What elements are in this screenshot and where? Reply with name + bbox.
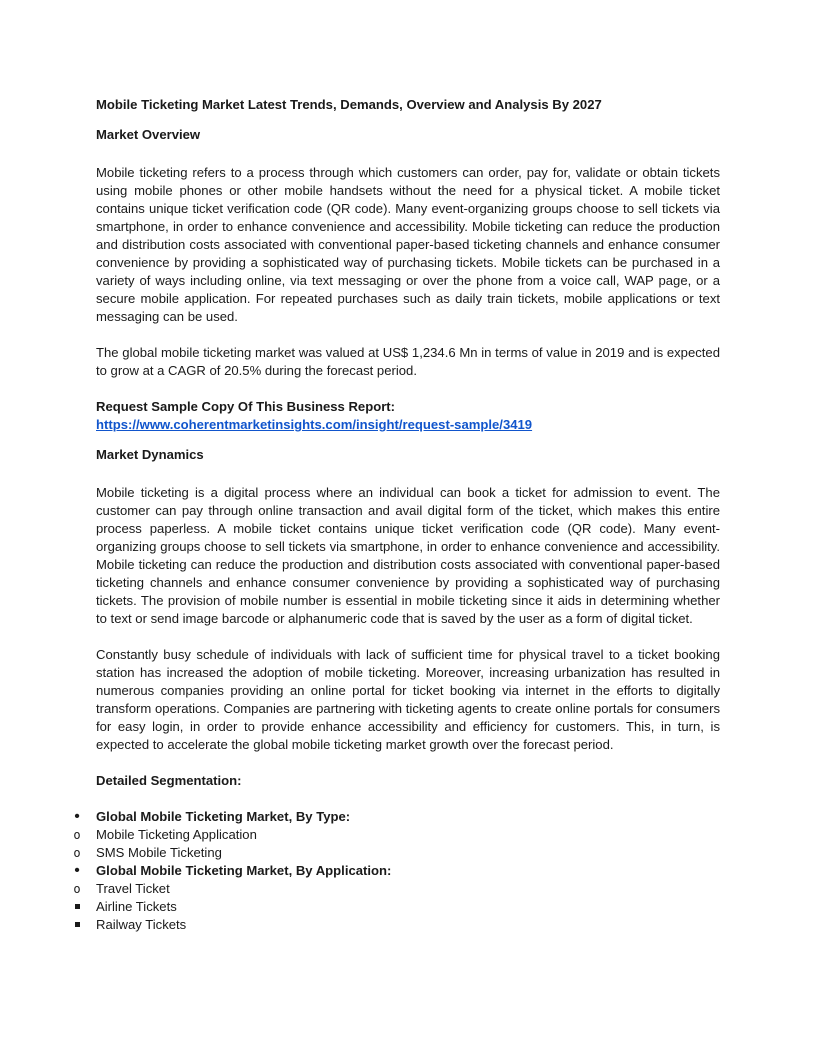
segmentation-item-text: Global Mobile Ticketing Market, By Application: xyxy=(96,863,392,878)
bullet-marker xyxy=(70,844,84,862)
document-page xyxy=(96,96,720,934)
segmentation-item xyxy=(96,916,720,934)
bullet-marker xyxy=(70,826,84,844)
bullet-marker xyxy=(70,916,84,934)
market-overview-paragraph: Mobile ticketing refers to a process through which customers can order, pay for, validate or obtain tickets using mobile phones or other mobile handsets without the need for a physical ticket. A mobile ticket contains unique ticket verification code (QR code). Many event-organizing groups choose to sell tickets via smartphone, in order to enhance convenience and accessibility. Mobile ticketing can reduce the production and distribution costs associated with conventional paper-based ticketing channels and enhance consumer convenience by providing a sophisticated way of purchasing tickets. Mobile tickets can be purchased in a variety of ways including online, via text messaging or over the phone from a voice call, WAP page, or a secure mobile application. For repeated purchases such as daily train tickets, mobile applications or text messaging can be used. xyxy=(96,165,720,324)
market-drivers-paragraph: Constantly busy schedule of individuals with lack of sufficient time for physical travel to a ticket booking station has increased the adoption of mobile ticketing. Moreover, increasing urbanization has resulted in numerous companies providing an online portal for ticket booking via internet in the efforts to digitally transform operations. Companies are partnering with ticketing agents to create online portals for consumers for easy login, in order to provide enhance accessibility and efficiency for customers. This, in turn, is expected to accelerate the global mobile ticketing market growth over the forecast period. xyxy=(96,647,720,752)
segmentation-item xyxy=(96,898,720,916)
sample-request-label: Request Sample Copy Of This Business Report: xyxy=(96,399,396,414)
segmentation-item xyxy=(96,826,720,844)
bullet-marker xyxy=(70,880,84,898)
segmentation-item xyxy=(96,862,720,880)
market-dynamics-heading: Market Dynamics xyxy=(96,447,204,462)
segmentation-item-text: Global Mobile Ticketing Market, By Type: xyxy=(96,809,351,824)
segmentation-item xyxy=(96,844,720,862)
segmentation-item-text: Mobile Ticketing Application xyxy=(96,827,257,842)
market-overview-heading: Market Overview xyxy=(96,127,201,142)
segmentation-heading: Detailed Segmentation: xyxy=(96,773,242,788)
segmentation-item xyxy=(96,880,720,898)
market-dynamics-paragraph: Mobile ticketing is a digital process where an individual can book a ticket for admission to event. The customer can pay through online transaction and avail digital form of the ticket, which makes this entire process paperless. A mobile ticket contains unique ticket verification code (QR code). Many event-organizing groups choose to sell tickets via smartphone, in order to enhance convenience and accessibility. Mobile ticketing can reduce the production and distribution costs associated with conventional paper-based ticketing channels and enhance consumer convenience by providing a sophisticated way of purchasing tickets. The provision of mobile number is essential in mobile ticketing since it aids in determining whether to text or send image barcode or alphanumeric code that is saved by the user as a form of digital ticket. xyxy=(96,485,720,626)
sample-request-link[interactable]: https://www.coherentmarketinsights.com/insight/request-sample/3419 xyxy=(96,417,533,432)
segmentation-item-text: Railway Tickets xyxy=(96,917,187,932)
bullet-marker xyxy=(70,898,84,916)
segmentation-item-text: Travel Ticket xyxy=(96,881,170,896)
segmentation-item xyxy=(96,808,720,826)
document-title: Mobile Ticketing Market Latest Trends, Demands, Overview and Analysis By 2027 xyxy=(96,97,602,112)
segmentation-item-text: Airline Tickets xyxy=(96,899,177,914)
bullet-marker xyxy=(70,862,84,880)
market-value-paragraph: The global mobile ticketing market was valued at US$ 1,234.6 Mn in terms of value in 2019 and is expected to grow at a CAGR of 20.5% during the forecast period. xyxy=(96,345,720,378)
bullet-marker xyxy=(70,808,84,826)
segmentation-item-text: SMS Mobile Ticketing xyxy=(96,845,222,860)
segmentation-list xyxy=(96,808,720,934)
